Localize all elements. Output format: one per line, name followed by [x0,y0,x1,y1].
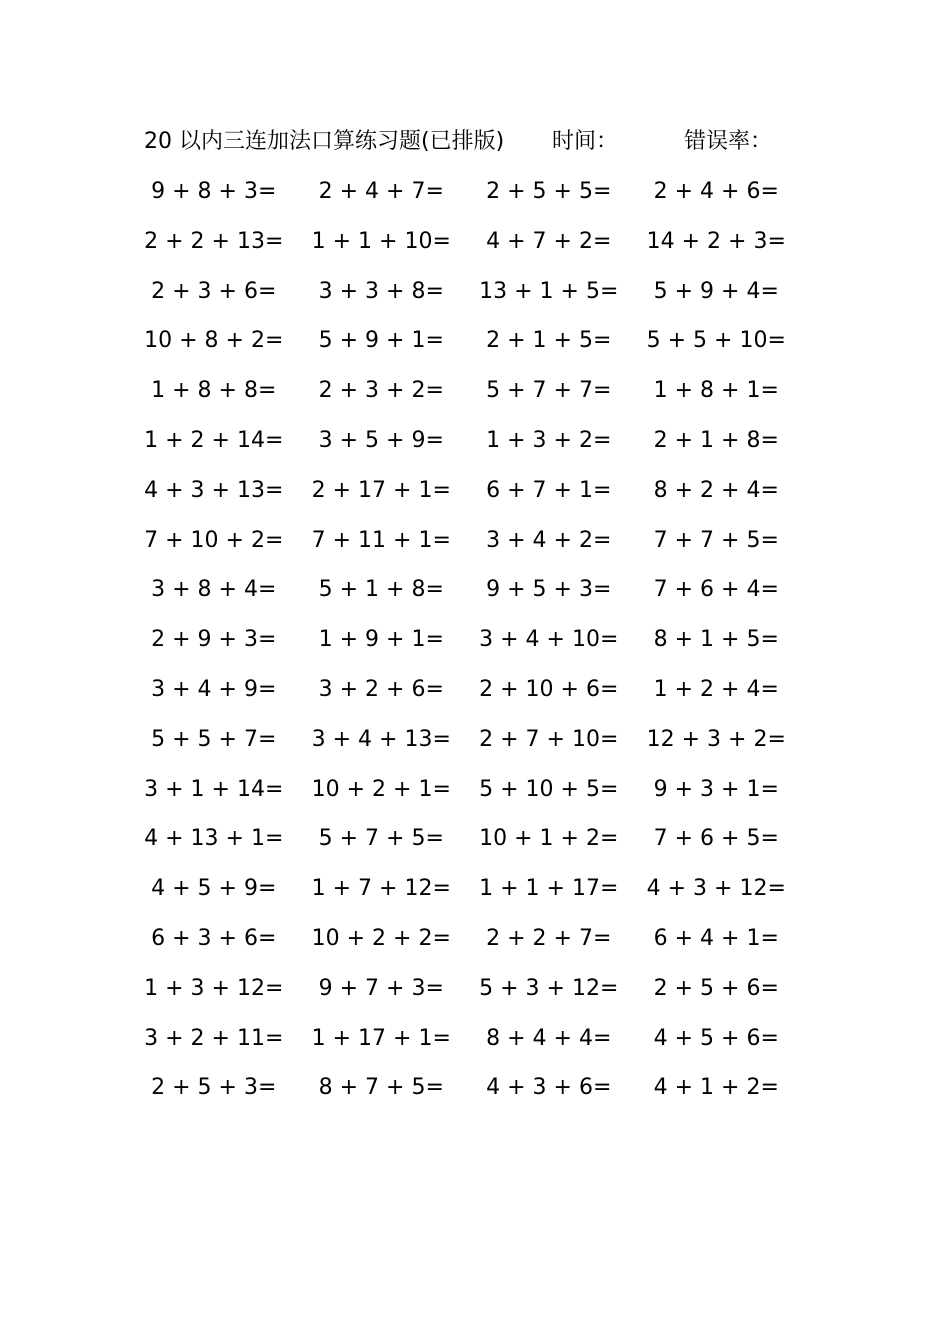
problem-item: 2 + 1 + 5= [486,328,612,354]
problem-item: 3 + 1 + 14= [144,776,284,802]
problem-item: 1 + 2 + 4= [653,676,779,702]
problem-item: 8 + 4 + 4= [486,1025,612,1051]
problem-item: 5 + 9 + 1= [318,328,444,354]
problem-item: 5 + 10 + 5= [479,776,619,802]
problem-item: 14 + 2 + 3= [646,228,786,254]
problem-item: 9 + 3 + 1= [653,776,779,802]
problem-item: 2 + 5 + 3= [151,1075,277,1101]
problem-item: 1 + 8 + 1= [653,378,779,404]
problem-item: 8 + 7 + 5= [318,1075,444,1101]
problem-item: 2 + 3 + 6= [151,278,277,304]
problem-item: 4 + 3 + 12= [646,876,786,902]
worksheet-header [144,124,784,160]
problem-item: 2 + 1 + 8= [653,427,779,453]
problem-item: 8 + 1 + 5= [653,627,779,653]
problem-item: 5 + 7 + 5= [318,826,444,852]
problem-item: 2 + 4 + 7= [318,179,444,204]
problem-item: 3 + 3 + 8= [318,278,444,304]
problem-grid [130,172,800,1118]
problem-item: 4 + 13 + 1= [144,826,284,852]
problem-item: 3 + 8 + 4= [151,577,277,603]
worksheet-title: 20 以内三连加法口算练习题(已排版) [144,129,505,154]
problem-item: 1 + 8 + 8= [151,378,277,404]
problem-item: 6 + 7 + 1= [486,477,612,503]
problem-item: 4 + 3 + 13= [144,477,284,503]
problem-item: 12 + 3 + 2= [646,726,786,752]
problem-item: 6 + 3 + 6= [151,925,277,951]
problem-item: 1 + 9 + 1= [318,627,444,653]
error-rate-label: 错误率： [684,129,773,154]
problem-item: 2 + 5 + 5= [486,179,612,204]
problem-item: 2 + 10 + 6= [479,676,619,702]
problem-item: 10 + 2 + 2= [311,925,451,951]
problem-item: 9 + 5 + 3= [486,577,612,603]
problem-item: 2 + 2 + 7= [486,925,612,951]
problem-item: 4 + 5 + 9= [151,876,277,902]
problem-item: 3 + 4 + 2= [486,527,612,553]
problem-item: 1 + 3 + 12= [144,975,284,1001]
problem-item: 5 + 9 + 4= [653,278,779,304]
problem-item: 1 + 2 + 14= [144,427,284,453]
problem-item: 5 + 5 + 10= [646,328,786,354]
problem-item: 1 + 7 + 12= [311,876,451,902]
problem-item: 8 + 2 + 4= [653,477,779,503]
problem-item: 3 + 2 + 6= [318,676,444,702]
problem-item: 10 + 2 + 1= [311,776,451,802]
problem-item: 10 + 8 + 2= [144,328,284,354]
problem-item: 5 + 5 + 7= [151,726,277,752]
problem-item: 9 + 7 + 3= [318,975,444,1001]
problem-item: 3 + 4 + 10= [479,627,619,653]
problem-item: 2 + 5 + 6= [653,975,779,1001]
problem-item: 1 + 3 + 2= [486,427,612,453]
problem-item: 1 + 1 + 10= [311,228,451,254]
problem-item: 5 + 3 + 12= [479,975,619,1001]
problem-item: 5 + 1 + 8= [318,577,444,603]
problem-item: 3 + 4 + 13= [311,726,451,752]
problem-item: 4 + 7 + 2= [486,228,612,254]
time-label: 时间： [552,129,619,154]
problem-item: 7 + 6 + 4= [653,577,779,603]
problem-item: 2 + 3 + 2= [318,378,444,404]
problem-item: 4 + 5 + 6= [653,1025,779,1051]
problem-item: 2 + 7 + 10= [479,726,619,752]
problem-item: 7 + 11 + 1= [311,527,451,553]
problem-item: 2 + 17 + 1= [311,477,451,503]
problem-item: 6 + 4 + 1= [653,925,779,951]
problem-item: 3 + 4 + 9= [151,676,277,702]
problem-item: 7 + 7 + 5= [653,527,779,553]
problem-item: 3 + 2 + 11= [144,1025,284,1051]
problem-item: 2 + 2 + 13= [144,228,284,254]
problem-item: 3 + 5 + 9= [318,427,444,453]
problem-item: 1 + 17 + 1= [311,1025,451,1051]
problem-item: 4 + 1 + 2= [653,1075,779,1101]
problem-item: 2 + 9 + 3= [151,627,277,653]
problem-item: 4 + 3 + 6= [486,1075,612,1101]
problem-item: 7 + 6 + 5= [653,826,779,852]
problem-item: 1 + 1 + 17= [479,876,619,902]
problem-item: 13 + 1 + 5= [479,278,619,304]
problem-item: 5 + 7 + 7= [486,378,612,404]
problem-item: 10 + 1 + 2= [479,826,619,852]
problem-item: 2 + 4 + 6= [653,179,779,204]
problem-item: 7 + 10 + 2= [144,527,284,553]
problem-item: 9 + 8 + 3= [151,179,277,204]
